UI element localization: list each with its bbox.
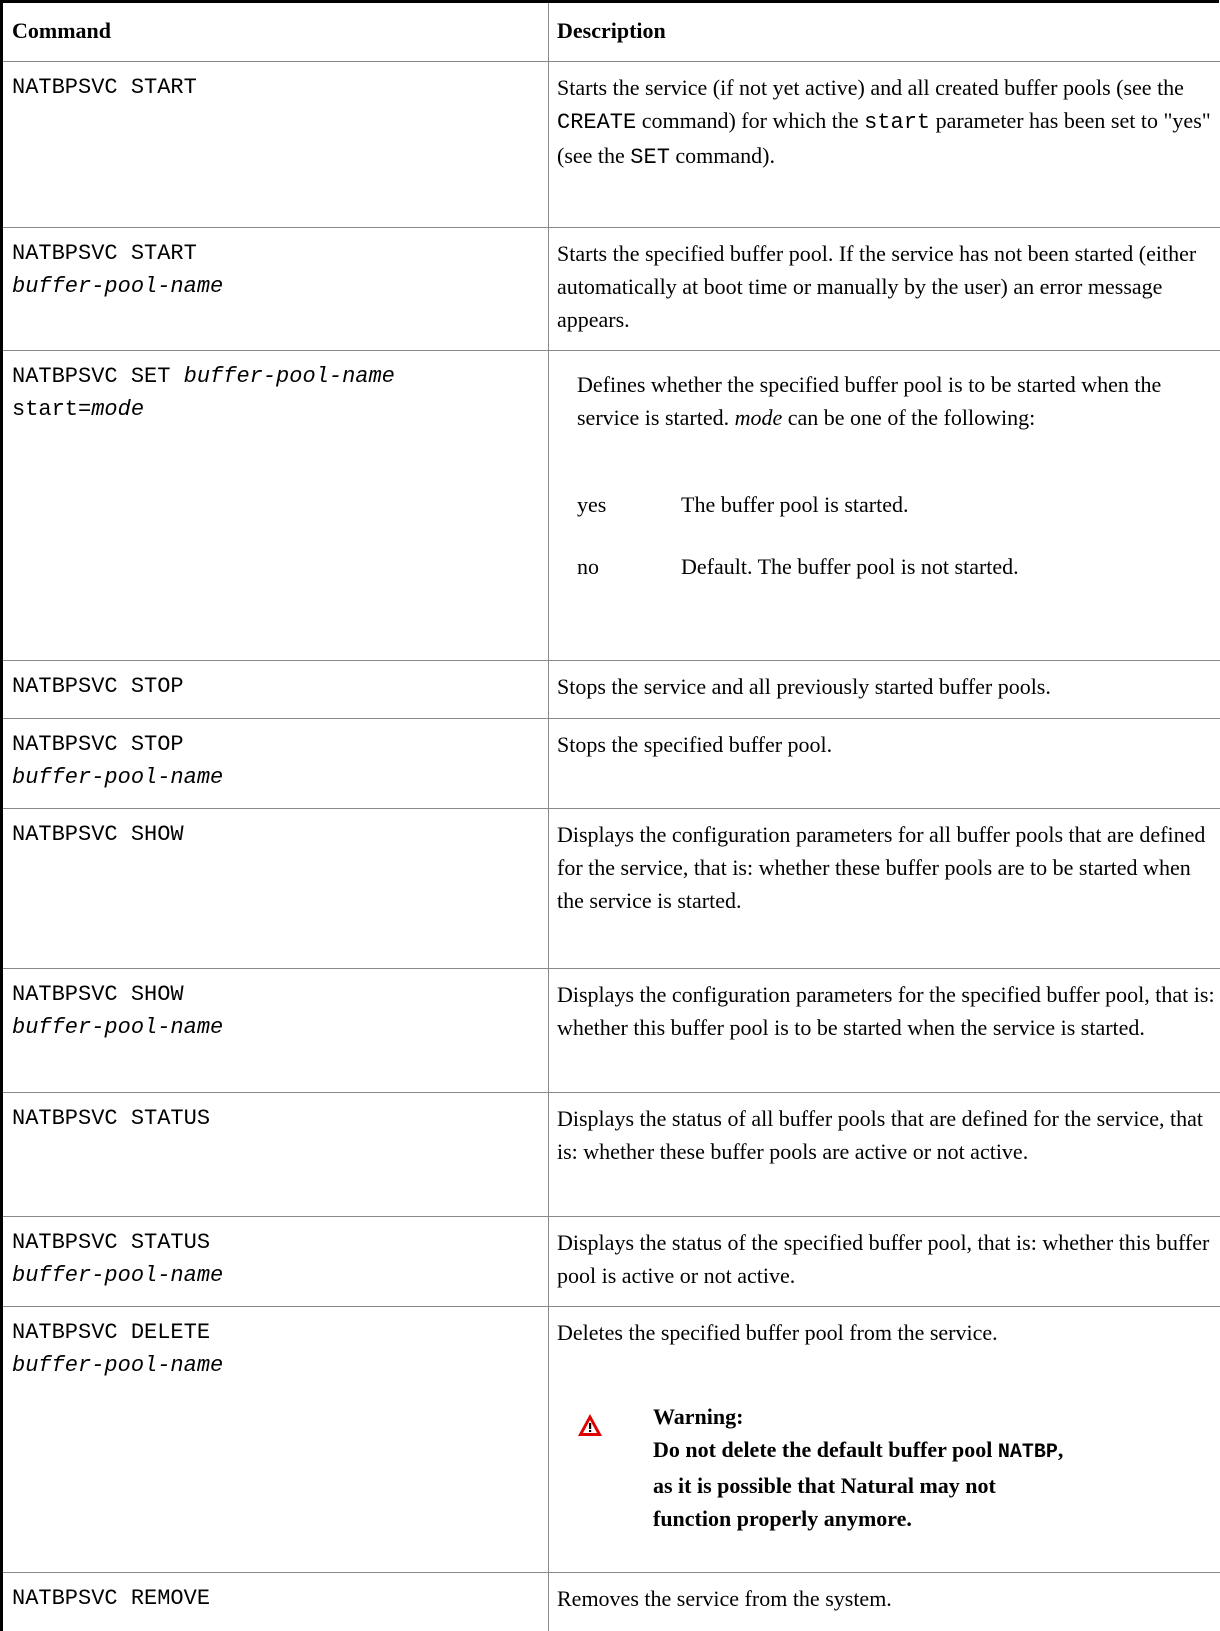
header-description: Description — [557, 18, 666, 43]
description-cell: Stops the specified buffer pool. — [557, 732, 833, 757]
desc-text: parameter has been set to "yes" (see the — [557, 108, 1211, 168]
command-text: NATBPSVC START — [12, 241, 197, 266]
command-cell: NATBPSVC STOP — [12, 674, 184, 699]
description-cell: Displays the status of the specified buffer pool, that is: whether this buffer pool is active or not active. — [557, 1230, 1210, 1288]
desc-text-c: can be one of the following: — [782, 405, 1036, 430]
mode-term: mode — [734, 405, 783, 430]
command-text: NATBPSVC STOP — [12, 732, 184, 757]
command-param: buffer-pool-name — [12, 274, 224, 299]
description-cell: Displays the status of all buffer pools that are defined for the service, that is: whether these buffer pools are active or not active. — [557, 1106, 1203, 1164]
start-keyword: start — [864, 110, 931, 135]
desc-text: command). — [669, 143, 775, 168]
warning-text-c: , as it is possible that Natural may not function properly anymore. — [653, 1437, 1064, 1531]
command-param: buffer-pool-name — [12, 765, 224, 790]
command-text: NATBPSVC SHOW — [12, 982, 184, 1007]
description-cell: Displays the configuration parameters for all buffer pools that are defined for the service, that is: whether these buffer pools are to be started when the service is started. — [557, 822, 1206, 913]
command-param: buffer-pool-name — [12, 1015, 224, 1040]
command-text: NATBPSVC SET — [12, 364, 184, 389]
description-cell: Removes the service from the system. — [557, 1586, 892, 1611]
natbp-keyword: NATBP — [997, 1441, 1058, 1464]
option-value: Default. The buffer pool is not started. — [681, 554, 1019, 579]
desc-text: command) for which the — [636, 108, 865, 133]
description-cell: Stops the service and all previously started buffer pools. — [557, 674, 1051, 699]
option-value: The buffer pool is started. — [681, 492, 909, 517]
description-cell: Displays the configuration parameters for the specified buffer pool, that is: whether this buffer pool is to be started when the service is started. — [557, 982, 1215, 1040]
command-text: NATBPSVC DELETE — [12, 1320, 211, 1345]
warning-title: Warning: — [653, 1404, 744, 1429]
command-param: buffer-pool-name — [12, 1353, 224, 1378]
command-cell: NATBPSVC STATUS — [12, 1106, 211, 1131]
command-param: buffer-pool-name — [183, 364, 395, 389]
desc-text: Deletes the specified buffer pool from the service. — [557, 1320, 998, 1345]
create-keyword: CREATE — [557, 110, 637, 135]
command-param: buffer-pool-name — [12, 1263, 224, 1288]
command-cell: NATBPSVC SHOW — [12, 822, 184, 847]
set-keyword: SET — [630, 145, 670, 170]
option-key: yes — [577, 492, 607, 517]
command-cell: NATBPSVC REMOVE — [12, 1586, 211, 1611]
option-key: no — [577, 554, 599, 579]
description-cell: Starts the specified buffer pool. If the service has not been started (either automatically at boot time or manually by the user) an error message appears. — [557, 241, 1197, 332]
command-param: mode — [91, 397, 145, 422]
desc-text: Starts the service (if not yet active) and all created buffer pools (see the — [557, 75, 1184, 100]
command-text: start= — [12, 397, 92, 422]
desc-text-a: Defines whether the specified buffer pool is to be started when the service is started. — [577, 372, 1162, 430]
header-command: Command — [12, 18, 112, 43]
command-cell: NATBPSVC START — [12, 75, 197, 100]
warning-text-a: Do not delete the default buffer pool — [653, 1437, 998, 1462]
command-text: NATBPSVC STATUS — [12, 1230, 211, 1255]
